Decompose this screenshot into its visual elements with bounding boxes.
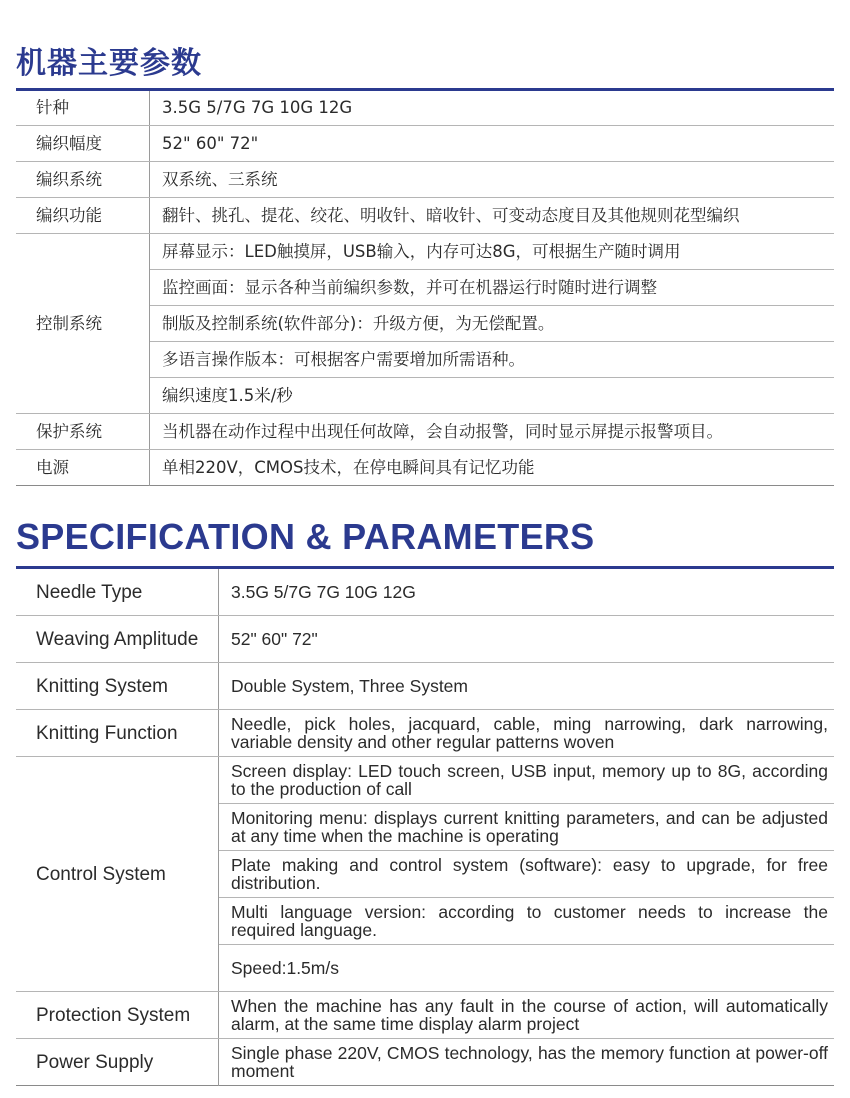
table-row bbox=[16, 568, 834, 616]
row-label: 编织幅度 bbox=[16, 126, 150, 162]
control-item: 多语言操作版本：可根据客户需要增加所需语种。 bbox=[150, 342, 835, 378]
power-supply-value: Single phase 220V, CMOS technology, has the memory function at power-off moment bbox=[231, 1043, 828, 1081]
english-section-title: SPECIFICATION & PARAMETERS bbox=[16, 516, 595, 557]
protection-system-value: When the machine has any fault in the course of action, will automatically alarm, at the same time display alarm project bbox=[219, 992, 835, 1039]
chinese-section-title: 机器主要参数 bbox=[16, 46, 202, 81]
row-value: 52" 60" 72" bbox=[219, 616, 835, 663]
row-value: 双系统、三系统 bbox=[150, 162, 835, 198]
protection-system-label: Protection System bbox=[16, 992, 219, 1039]
table-row bbox=[16, 90, 834, 126]
control-system-label: 控制系统 bbox=[16, 234, 150, 414]
english-spec-table bbox=[16, 566, 834, 1086]
protection-system-label: 保护系统 bbox=[16, 414, 150, 450]
control-item: 制版及控制系统(软件部分)：升级方便，为无偿配置。 bbox=[150, 306, 835, 342]
power-supply-label: Power Supply bbox=[16, 1039, 219, 1086]
control-item: 屏幕显示：LED触摸屏，USB输入，内存可达8G，可根据生产随时调用 bbox=[150, 234, 835, 270]
control-item: 监控画面：显示各种当前编织参数，并可在机器运行时随时进行调整 bbox=[150, 270, 835, 306]
row-label: Weaving Amplitude bbox=[16, 616, 219, 663]
control-item: 编织速度1.5米/秒 bbox=[150, 378, 835, 414]
control-item: Screen display: LED touch screen, USB input, memory up to 8G, according to the production of call bbox=[219, 757, 835, 804]
control-item: Multi language version: according to customer needs to increase the required language. bbox=[219, 898, 835, 945]
table-row bbox=[16, 710, 834, 757]
table-row bbox=[16, 234, 834, 270]
row-value: 3.5G 5/7G 7G 10G 12G bbox=[219, 568, 835, 616]
table-row bbox=[16, 616, 834, 663]
row-value: 3.5G 5/7G 7G 10G 12G bbox=[150, 90, 835, 126]
table-row bbox=[16, 1039, 834, 1086]
power-supply-label: 电源 bbox=[16, 450, 150, 486]
chinese-spec-table bbox=[16, 88, 834, 486]
row-value: 翻针、挑孔、提花、绞花、明收针、暗收针、可变动态度目及其他规则花型编织 bbox=[150, 198, 835, 234]
row-label: 针种 bbox=[16, 90, 150, 126]
row-label: 编织系统 bbox=[16, 162, 150, 198]
control-item: Monitoring menu: displays current knitting parameters, and can be adjusted at any time when the machine is operating bbox=[219, 804, 835, 851]
table-row bbox=[16, 162, 834, 198]
protection-system-value: 当机器在动作过程中出现任何故障，会自动报警，同时显示屏提示报警项目。 bbox=[150, 414, 835, 450]
row-label: Knitting System bbox=[16, 663, 219, 710]
row-value: 52" 60" 72" bbox=[150, 126, 835, 162]
row-label: Knitting Function bbox=[16, 710, 219, 757]
row-value: Double System, Three System bbox=[219, 663, 835, 710]
table-row bbox=[16, 198, 834, 234]
table-row bbox=[16, 414, 834, 450]
control-system-label: Control System bbox=[16, 757, 219, 992]
control-item: Speed:1.5m/s bbox=[219, 945, 835, 992]
row-label: 编织功能 bbox=[16, 198, 150, 234]
table-row bbox=[16, 663, 834, 710]
control-item: Plate making and control system (software): easy to upgrade, for free distribution. bbox=[219, 851, 835, 898]
table-row bbox=[16, 126, 834, 162]
table-row bbox=[16, 992, 834, 1039]
table-row bbox=[16, 450, 834, 486]
row-label: Needle Type bbox=[16, 568, 219, 616]
row-value: Needle, pick holes, jacquard, cable, ming narrowing, dark narrowing, variable density and other regular patterns woven bbox=[219, 710, 835, 757]
power-supply-value: 单相220V，CMOS技术，在停电瞬间具有记忆功能 bbox=[162, 457, 535, 477]
table-row bbox=[16, 757, 834, 804]
